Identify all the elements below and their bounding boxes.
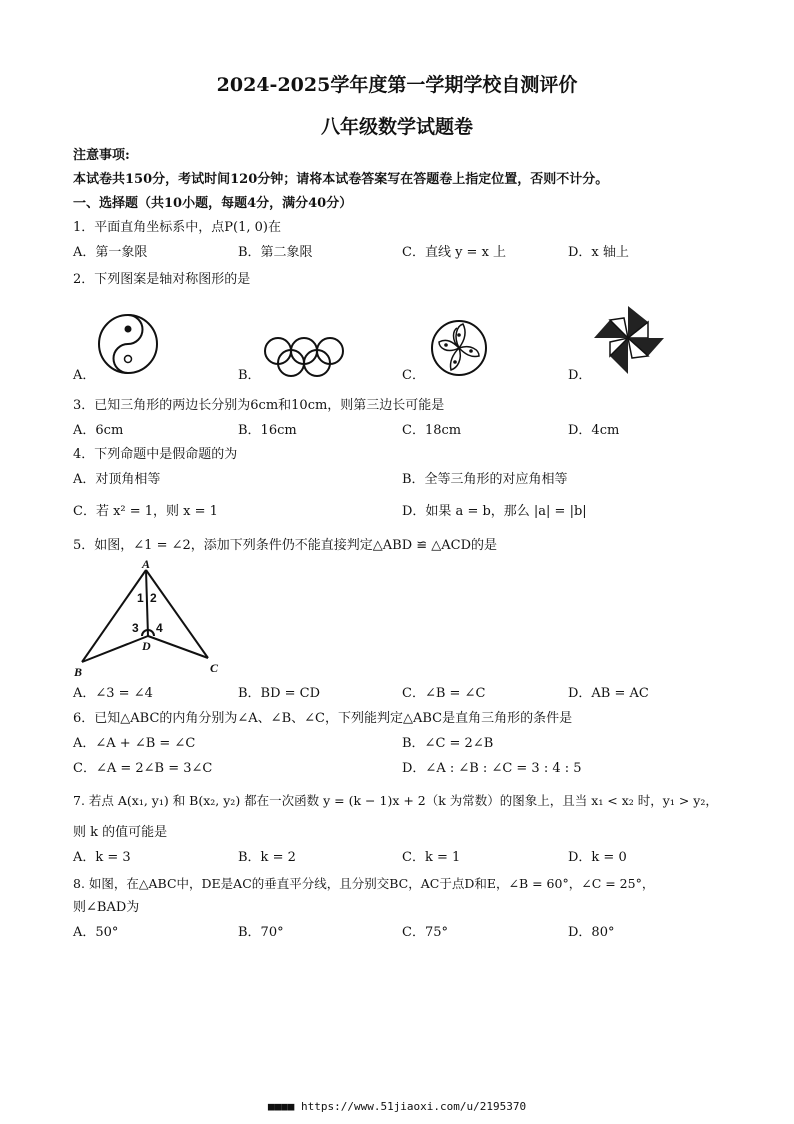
q1-option-a: A．第一象限: [73, 245, 148, 260]
q2-option-a: A．: [73, 368, 96, 383]
q4-stem: 4．下列命题中是假命题的为: [73, 447, 238, 462]
label-b: B: [74, 665, 83, 679]
label-a: A: [142, 557, 151, 571]
q1-option-c: C．直线 y = x 上: [402, 245, 507, 260]
section-heading: 一、选择题（共10小题，每题4分，满分40分）: [73, 196, 353, 211]
footer-url[interactable]: ■■■■ https://www.51jiaoxi.com/u/2195370: [267, 1100, 527, 1113]
q8-option-d: D．80°: [568, 925, 615, 940]
q4-option-b: B．全等三角形的对应角相等: [402, 472, 568, 487]
q6-option-a: A．∠A + ∠B = ∠C: [73, 736, 196, 751]
q8-stem: 8. 如图，在△ABC中，DE是AC的垂直平分线，且分别交BC，AC于点D和E，∠B = 60°，∠C = 25°，: [73, 876, 655, 891]
q1-stem: 1．平面直角坐标系中，点P(1, 0)在: [73, 220, 281, 235]
q3-option-b: B．16cm: [238, 423, 297, 438]
angle-4: 4: [156, 621, 163, 635]
angle-2: 2: [150, 591, 157, 605]
q4-option-a: A．对顶角相等: [73, 472, 161, 487]
notice-text: 本试卷共150分，考试时间120分钟；请将本试卷答案写在答题卷上指定位置，否则不计分。: [73, 172, 609, 187]
q1-option-b: B．第二象限: [238, 245, 313, 260]
q6-option-c: C．∠A = 2∠B = 3∠C: [73, 761, 213, 776]
q5-stem: 5．如图，∠1 = ∠2，添加下列条件仍不能直接判定△ABD ≌ △ACD的是: [73, 538, 498, 553]
q3-option-c: C．18cm: [402, 423, 462, 438]
q8-option-c: C．75°: [402, 925, 448, 940]
exam-subtitle: 八年级数学试题卷: [320, 116, 473, 138]
q2-option-b: B．: [238, 368, 261, 383]
q5-triangle-figure: [72, 556, 232, 682]
q8-option-a: A．50°: [73, 925, 119, 940]
q3-option-d: D．4cm: [568, 423, 620, 438]
q6-option-d: D．∠A : ∠B : ∠C = 3 : 4 : 5: [402, 761, 582, 776]
q4-option-c: C．若 x² = 1，则 x = 1: [73, 504, 218, 519]
q5-option-c: C．∠B = ∠C: [402, 686, 486, 701]
notice-label: 注意事项:: [73, 148, 130, 163]
label-d: D: [142, 639, 151, 653]
q2-option-c: C．: [402, 368, 425, 383]
q7-option-c: C．k = 1: [402, 850, 461, 865]
q7-option-a: A．k = 3: [73, 850, 131, 865]
q6-stem: 6．已知△ABC的内角分别为∠A、∠B、∠C，下列能判定△ABC是直角三角形的条件是: [73, 711, 573, 726]
angle-1: 1: [137, 591, 144, 605]
label-c: C: [210, 661, 219, 675]
pinwheel-figure: [592, 302, 668, 378]
bauhinia-emblem-figure: [429, 318, 489, 378]
q2-stem: 2．下列图案是轴对称图形的是: [73, 272, 251, 287]
q1-option-d: D．x 轴上: [568, 245, 629, 260]
q4-option-d: D．如果 a = b，那么 |a| = |b|: [402, 504, 587, 519]
olympic-rings-figure: [262, 335, 346, 379]
q2-option-d: D．: [568, 368, 592, 383]
angle-3: 3: [132, 621, 139, 635]
q8-option-b: B．70°: [238, 925, 284, 940]
q8-stem-cont: 则∠BAD为: [73, 900, 140, 915]
q3-option-a: A．6cm: [73, 423, 124, 438]
q5-option-a: A．∠3 = ∠4: [73, 686, 153, 701]
exam-title: 2024-2025学年度第一学期学校自测评价: [216, 74, 578, 96]
yin-yang-figure: [96, 312, 160, 376]
q6-option-b: B．∠C = 2∠B: [402, 736, 494, 751]
q3-stem: 3．已知三角形的两边长分别为6cm和10cm，则第三边长可能是: [73, 398, 445, 413]
q7-option-d: D．k = 0: [568, 850, 627, 865]
q5-option-d: D．AB = AC: [568, 686, 649, 701]
q7-stem: 7. 若点 A(x₁, y₁) 和 B(x₂, y₂) 都在一次函数 y = (k − 1)x + 2（k 为常数）的图象上，且当 x₁ < x₂ 时，y₁ > y₂，: [73, 793, 718, 808]
q7-stem-cont: 则 k 的值可能是: [73, 825, 168, 840]
q7-option-b: B．k = 2: [238, 850, 296, 865]
q5-option-b: B．BD = CD: [238, 686, 321, 701]
